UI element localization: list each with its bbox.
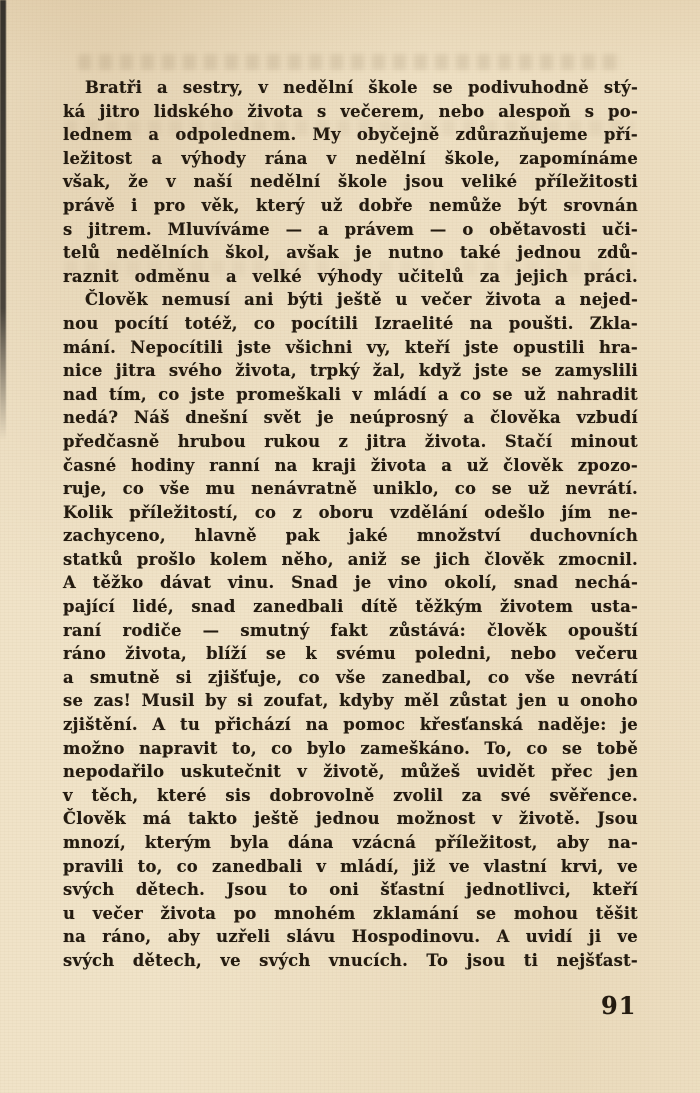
text-line: raní rodiče — smutný fakt zůstává: člověk opouští (63, 620, 638, 640)
text-line: Člověk nemusí ani býti ještě u večer života a nejed- (85, 290, 638, 310)
text-line: nad tím, co jste promeškali v mládí a co se už nahradit (63, 384, 638, 404)
text-line: telů nedělních škol, avšak je nutno také jednou zdů- (63, 243, 638, 263)
text-line: časné hodiny ranní na kraji života a už člověk zpozo- (63, 455, 638, 475)
text-line: na ráno, aby uzřeli slávu Hospodinovu. A uvidí ji ve (63, 927, 638, 947)
text-line: a smutně si zjišťuje, co vše zanedbal, co vše nevrátí (63, 667, 638, 687)
text-line: ráno života, blíží se k svému poledni, nebo večeru (63, 644, 638, 664)
text-line: statků prošlo kolem něho, aniž se jich člověk zmocnil. (63, 549, 638, 569)
text-line: se zas! Musil by si zoufat, kdyby měl zůstat jen u onoho (63, 691, 638, 711)
text-line: mání. Nepocítili jste všichni vy, kteří jste opustili hra- (63, 337, 638, 357)
text-line: mnozí, kterým byla dána vzácná příležitost, aby na- (63, 833, 638, 852)
text-line: Kolik příležitostí, co z oboru vzdělání odešlo jím ne- (63, 502, 638, 522)
text-line: nice jitra svého života, trpký žal, když jste se zamyslili (63, 361, 638, 381)
text-line: svých dětech, ve svých vnucích. To jsou ti nejšťast- (63, 950, 638, 970)
text-line: Člověk má takto ještě jednou možnost v životě. Jsou (63, 809, 638, 829)
text-line: ká jitro lidského života s večerem, nebo alespoň s po- (63, 101, 638, 121)
paragraph (63, 76, 638, 288)
text-line: nou pocítí totéž, co pocítili Izraelité na poušti. Zkla- (63, 313, 638, 333)
page-number: 91 (601, 991, 637, 1020)
paragraph (63, 288, 638, 972)
text-line: pající lidé, snad zanedbali dítě těžkým životem usta- (63, 597, 638, 617)
text-line: však, že v naší nedělní škole jsou veliké příležitosti (63, 172, 638, 192)
bleed-through-text (78, 54, 623, 70)
text-line: Bratři a sestry, v nedělní škole se podivuhodně stý- (85, 78, 638, 97)
text-line: zachyceno, hlavně pak jaké množství duchovních (63, 526, 638, 546)
text-block (63, 76, 638, 973)
scan-edge-shadow (0, 0, 6, 440)
text-line: nepodařilo uskutečnit v životě, můžeš uvidět přec jen (63, 762, 638, 782)
text-line: zjištění. A tu přichází na pomoc křesťanská naděje: je (63, 715, 638, 735)
text-line: s jitrem. Mluvíváme — a právem — o obětavosti uči- (63, 219, 638, 239)
text-line: ležitost a výhody rána v nedělní škole, zapomínáme (63, 148, 638, 168)
text-line: ruje, co vše mu nenávratně uniklo, co se už nevrátí. (63, 479, 638, 499)
text-line: předčasně hrubou rukou z jitra života. Stačí minout (63, 431, 638, 451)
text-line: pravili to, co zanedbali v mládí, již ve vlastní krvi, ve (63, 856, 638, 876)
text-line: v těch, které sis dobrovolně zvolil za své svěřence. (63, 785, 638, 805)
text-line: svých dětech. Jsou to oni šťastní jednotlivci, kteří (63, 880, 638, 900)
text-line: právě i pro věk, který už dobře nemůže být srovnán (63, 195, 638, 215)
text-line: u večer života po mnohém zklamání se mohou těšit (63, 903, 638, 923)
text-line: raznit odměnu a velké výhody učitelů za jejich práci. (63, 266, 638, 286)
text-line: možno napravit to, co bylo zameškáno. To, co se tobě (63, 738, 638, 758)
text-line: nedá? Náš dnešní svět je neúprosný a člověka vzbudí (63, 408, 638, 428)
text-line: A těžko dávat vinu. Snad je vino okolí, snad nechá- (63, 573, 638, 593)
text-line: lednem a odpolednem. My obyčejně zdůrazňujeme pří- (63, 125, 638, 145)
